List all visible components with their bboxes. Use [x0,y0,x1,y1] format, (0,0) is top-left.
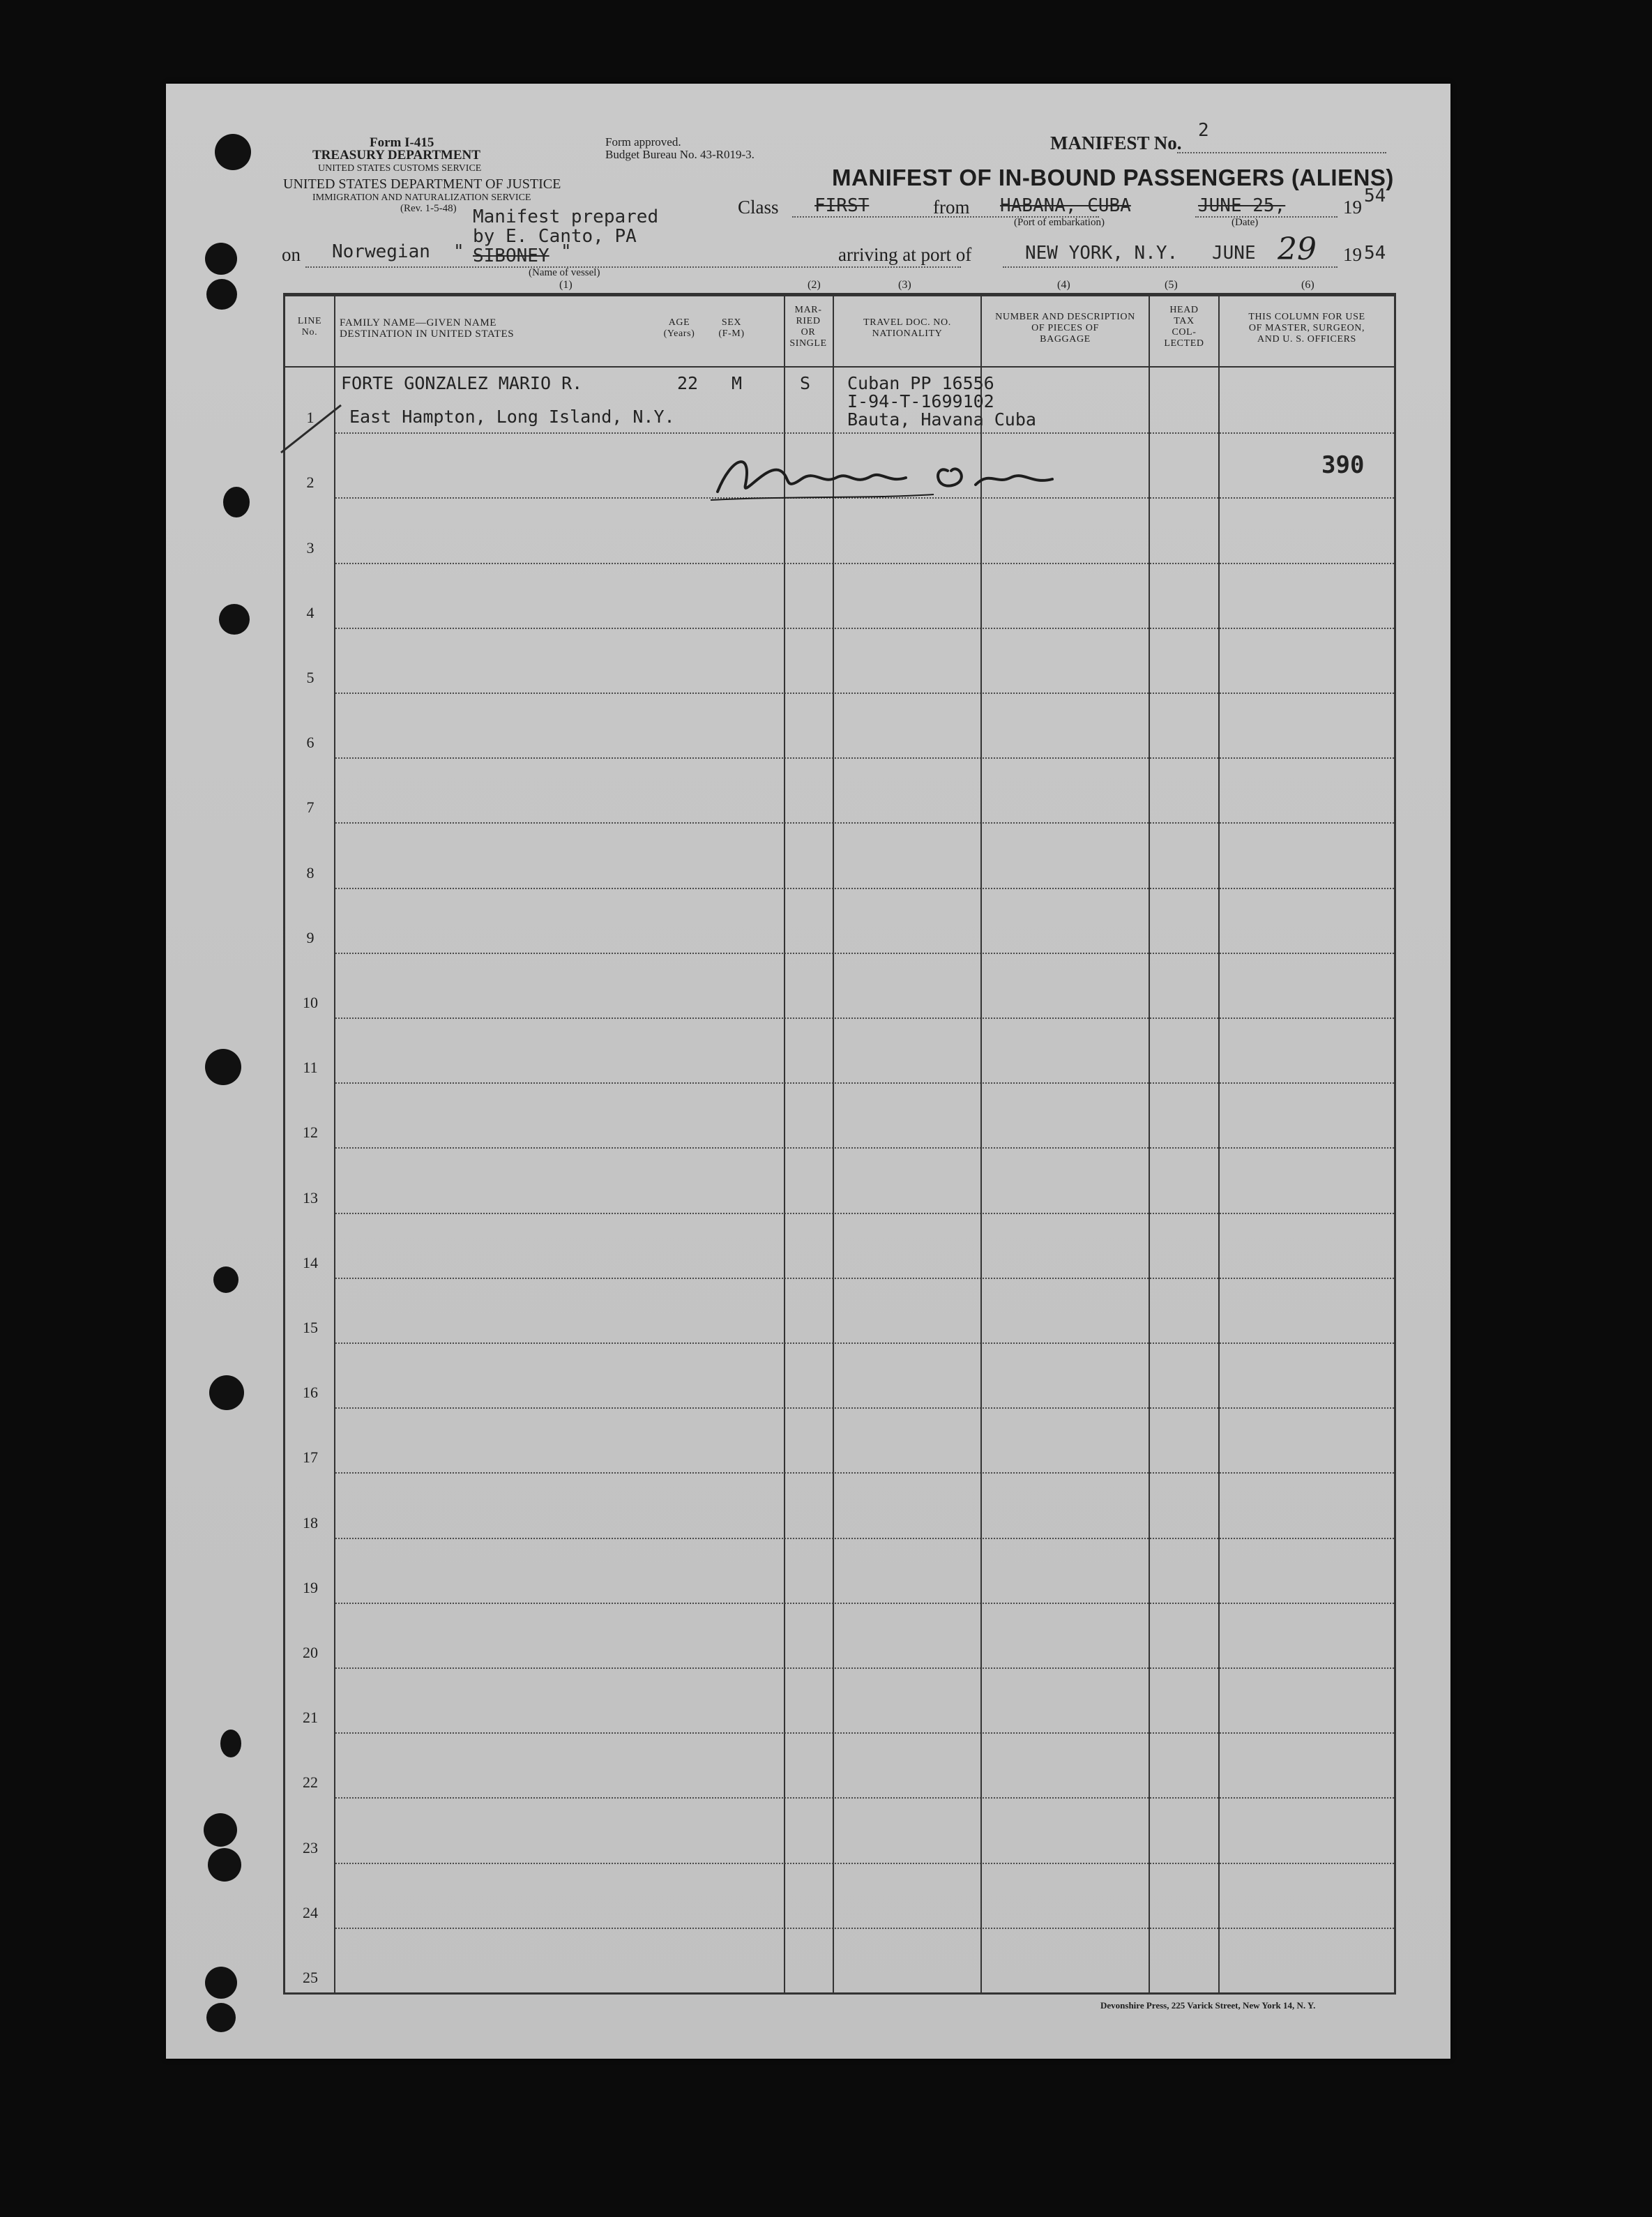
arrival-month: JUNE [1212,243,1256,264]
arrival-port: NEW YORK, N.Y. [1025,243,1179,264]
line-number: 22 [303,1773,318,1792]
line-number: 25 [303,1969,318,1986]
line-number: 20 [303,1644,318,1661]
vessel-quote-close: " [561,241,572,262]
passenger-name: FORTE GONZALEZ MARIO R. [341,373,583,393]
on-label: on [282,244,301,265]
header-baggage: NUMBER AND DESCRIPTION OF PIECES OF BAGGAGE [995,312,1135,345]
departure-date: JUNE 25, [1198,195,1286,216]
header-name: FAMILY NAME—GIVEN NAME DESTINATION IN UNITED STATES [340,317,515,340]
passenger-doc-1: Cuban PP 16556 [847,373,994,393]
line-number: 21 [303,1709,318,1727]
table-row-divider [335,432,1394,434]
line-number: 14 [303,1253,318,1271]
line-number: 23 [303,1838,318,1856]
col-divider-baggage [1149,296,1150,1992]
col-divider-married [833,296,834,1992]
punch-hole-11 [208,1848,241,1882]
line-number: 8 [306,863,315,881]
prepared-line-2: by E. Canto, PA [473,226,637,247]
col-divider-travel [980,296,982,1992]
manifest-title: MANIFEST OF IN-BOUND PASSENGERS (ALIENS) [832,165,1394,190]
revision: (Rev. 1-5-48) [400,203,457,214]
vessel-name: SIBONEY [473,245,550,266]
approval-line-2: Budget Bureau No. 43-R019-3. [605,148,755,161]
punch-hole-10 [204,1813,237,1847]
header-married: MAR- RIED OR SINGLE [789,305,827,349]
class-value: FIRST [814,195,870,216]
arrival-day: 29 [1278,232,1317,267]
table-row-divider [335,1863,1394,1864]
vessel-line [305,266,961,268]
table-row-divider [335,822,1394,824]
table-row-divider [335,1017,1394,1019]
vessel-flag: Norwegian [332,241,430,262]
passenger-doc-2: I-94-T-1699102 [847,391,994,411]
line-number: 6 [306,734,315,752]
passenger-age: 22 [677,373,699,393]
class-label: Class [738,197,779,218]
passenger-sex: M [732,373,743,393]
vessel-caption: (Name of vessel) [529,267,600,278]
header-line-no: LINE No. [297,316,322,338]
table-row-divider [335,1472,1394,1474]
table-row-divider [335,888,1394,889]
customs-service: UNITED STATES CUSTOMS SERVICE [318,163,482,174]
manifest-page [166,84,1450,2059]
header-travel: TRAVEL DOC. NO. NATIONALITY [863,317,951,339]
passenger-doc-3: Bauta, Havana Cuba [847,409,1036,430]
table-row-divider [335,1147,1394,1149]
arrival-year-prefix: 19 [1343,244,1362,265]
line-number: 19 [303,1578,318,1596]
arrival-year: 54 [1364,243,1386,264]
line-number: 24 [303,1903,318,1921]
prepared-line-1: Manifest prepared [473,206,659,227]
table-row-divider [335,628,1394,629]
manifest-number-line [1177,152,1386,153]
line-number: 9 [306,928,315,946]
department: TREASURY DEPARTMENT [312,148,480,162]
line-number: 4 [306,603,315,621]
table-row-divider [335,1928,1394,1929]
vessel-quote: " [453,241,464,262]
date-caption: (Date) [1232,217,1259,228]
manifest-number: 2 [1198,120,1209,141]
table-row-divider [335,1603,1394,1604]
line-number: 7 [306,799,315,817]
table-row-divider [335,1082,1394,1084]
passenger-marital: S [800,373,811,393]
officer-number: 390 [1321,451,1365,479]
date-line [1195,216,1337,218]
arriving-label: arriving at port of [838,244,972,265]
punch-hole-9 [220,1730,241,1757]
table-row-divider [335,1667,1394,1669]
vessel-caption-num: (1) [559,279,573,291]
line-number: 18 [303,1513,318,1531]
line-number: 2 [306,474,315,492]
approval-line-1: Form approved. [605,135,681,149]
col-divider-name [784,296,785,1992]
table-row-divider [335,953,1394,954]
table-row-divider [335,1213,1394,1214]
header-tax: HEAD TAX COL- LECTED [1164,305,1204,349]
table-row-divider [335,563,1394,564]
line-number: 11 [303,1059,318,1077]
col-num-6: (6) [1301,279,1314,291]
line-number: 1 [306,409,315,427]
ins-service: IMMIGRATION AND NATURALIZATION SERVICE [312,192,531,203]
table-row-divider [335,1407,1394,1409]
punch-hole-6 [205,1049,241,1085]
table-row-divider [335,1538,1394,1539]
line-number: 16 [303,1384,318,1402]
line-number: 3 [306,538,315,557]
from-label: from [933,197,970,218]
col-num-3: (3) [898,279,911,291]
table-row-divider [335,757,1394,759]
line-number: 13 [303,1188,318,1206]
punch-hole-12 [205,1967,237,1999]
punch-hole-4 [223,487,250,517]
port-caption: (Port of embarkation) [1014,217,1105,228]
table-row-divider [335,1278,1394,1279]
pen-mark [278,401,362,457]
table-row-divider [335,1342,1394,1344]
punch-hole-13 [206,2003,236,2032]
passenger-table [283,293,1396,1995]
depart-year-prefix: 19 [1343,197,1362,218]
passenger-destination: East Hampton, Long Island, N.Y. [349,407,675,427]
table-row-divider [335,693,1394,694]
departure-year: 54 [1364,186,1386,206]
line-number: 10 [303,994,318,1011]
punch-hole-7 [213,1266,238,1293]
port-of-embarkation: HABANA, CUBA [1000,195,1131,216]
header-age: AGE (Years) [663,317,695,339]
form-number: Form I-415 [370,135,434,150]
line-number: 12 [303,1123,318,1142]
printer-imprint: Devonshire Press, 225 Varick Street, New York 14, N. Y. [1100,2000,1316,2011]
table-row-divider [335,1797,1394,1799]
header-officers: THIS COLUMN FOR USE OF MASTER, SURGEON, AND U. S. OFFICERS [1248,312,1365,345]
punch-hole-3 [206,279,237,310]
punch-hole-8 [209,1375,244,1410]
justice-dept: UNITED STATES DEPARTMENT OF JUSTICE [283,176,561,192]
line-number: 5 [306,669,315,686]
manifest-number-label: MANIFEST No. [1050,133,1182,153]
inspector-signature [704,443,1066,506]
header-sex: SEX (F-M) [718,317,745,339]
punch-hole-2 [205,243,237,275]
col-num-2: (2) [808,279,821,291]
col-divider-tax [1218,296,1220,1992]
col-num-5: (5) [1165,279,1178,291]
line-number: 17 [303,1448,318,1467]
table-row-divider [335,1732,1394,1734]
punch-hole-1 [215,134,251,170]
punch-hole-5 [219,604,250,635]
col-num-4: (4) [1057,279,1070,291]
line-number: 15 [303,1319,318,1336]
header-bottom-border [285,366,1394,368]
